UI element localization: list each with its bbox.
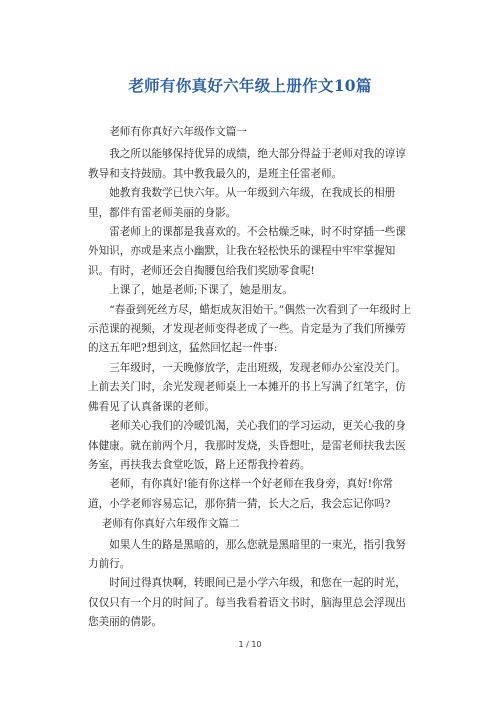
section-heading: 老师有你真好六年级作文篇一 — [109, 126, 247, 138]
body-paragraph: 上课了，她是老师;下课了，她是朋友。 — [109, 284, 293, 297]
body-paragraph: 时间过得真快啊，转眼间已是小学六年级，和您在一起的时光，仅仅只有一个月的时间了。每当我看着语文书时，脑海里总会浮现出您美丽的倩影。 — [88, 577, 406, 629]
section-heading: 老师有你真好六年级作文篇二 — [101, 518, 240, 531]
document-title: 老师有你真好六年级上册作文10篇 — [128, 76, 372, 95]
body-paragraph: “春蚕到死丝方尽，蜡炬成灰泪始干。”偶然一次看到了一年级时上示范课的视频，才发现老师变得老成了一些。肯定是为了我们所操劳的这五年吧?想到这，猛然回忆起一件事: — [88, 303, 412, 355]
body-paragraph: 如果人生的路是黑暗的，那么您就是黑暗里的一束光，指引我努力前行。 — [88, 538, 406, 570]
document-body — [88, 122, 414, 633]
body-paragraph: 雷老师上的课都是我喜欢的。不会枯燥乏味，时不时穿插一些课外知识，亦或是来点小幽默，让我在轻松快乐的课程中牢牢掌握知识。有时，老师还会自掏腰包给我们奖励零食呢! — [88, 226, 406, 277]
body-paragraph: 老师关心我们的冷暖饥渴，关心我们的学习运动，更关心我的身体健康。就在前两个月，我那时发烧，头昏想吐，是雷老师扶我去医务室，再扶我去食堂吃饭，路上还帮我拎着药。 — [88, 420, 406, 471]
body-paragraph: 我之所以能够保持优异的成绩，绝大部分得益于老师对我的谆谆教导和支持鼓励。其中教我最久的，是班主任雷老师。 — [88, 148, 406, 180]
body-paragraph: 她教育我数学已快六年。从一年级到六年级，在我成长的相册里，都伴有雷老师美丽的身影。 — [88, 187, 396, 219]
page-number: 1 / 10 — [238, 640, 262, 649]
body-paragraph: 三年级时，一天晚修放学，走出班级，发现老师办公室没关门。上前去关门时，余光发现老师桌上一本摊开的书上写满了红笔字，仿佛看见了认真备课的老师。 — [88, 361, 406, 413]
body-paragraph: 老师，有你真好!能有你这样一个好老师在我身旁，真好!你常道，小学老师容易忘记，那你猜一猜，长大之后，我会忘记你吗? — [88, 478, 394, 510]
